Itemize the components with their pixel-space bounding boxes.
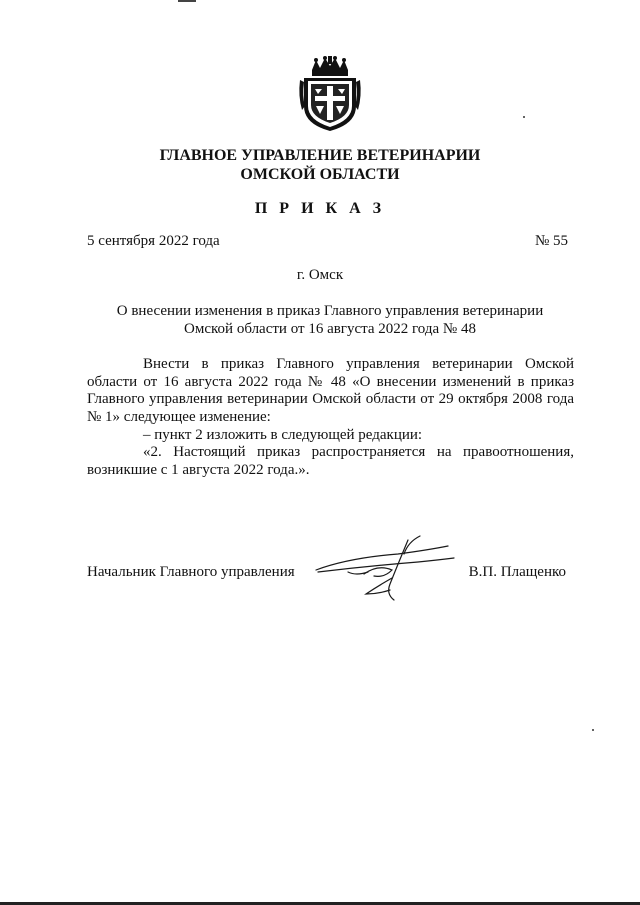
body-paragraph-1: Внести в приказ Главного управления ветеринарии Омской области от 16 августа 2022 года № 48 «О внесении изменений в приказ Главного управления ветеринарии Омской области от 29 октября 2008 года № 1» следующее изменение:	[87, 356, 574, 425]
body-paragraph-2: – пункт 2 изложить в следующей редакции:	[143, 427, 423, 443]
document-date: 5 сентября 2022 года	[87, 233, 220, 249]
document-city: г. Омск	[296, 267, 344, 283]
document-number: № 55	[534, 233, 568, 249]
body-paragraph-3: «2. Настоящий приказ распространяется на правоотношения, возникшие с 1 августа 2022 года.».	[87, 444, 574, 478]
document-type-title: П Р И К А З	[254, 200, 386, 217]
scan-artifact	[178, 0, 196, 2]
handwritten-signature	[308, 528, 458, 604]
organization-name-line2: ОМСКОЙ ОБЛАСТИ	[240, 166, 400, 183]
signatory-name: В.П. Плащенко	[468, 564, 566, 580]
organization-name-line1: ГЛАВНОЕ УПРАВЛЕНИЕ ВЕТЕРИНАРИИ	[159, 147, 481, 164]
subject-line1: О внесении изменения в приказ Главного управления ветеринарии	[116, 303, 544, 319]
scan-speck	[523, 116, 525, 118]
omsk-coat-of-arms-icon	[298, 56, 362, 132]
subject-line2: Омской области от 16 августа 2022 года № 48	[184, 321, 476, 337]
scan-speck	[592, 729, 594, 731]
signatory-position: Начальник Главного управления	[87, 564, 295, 580]
